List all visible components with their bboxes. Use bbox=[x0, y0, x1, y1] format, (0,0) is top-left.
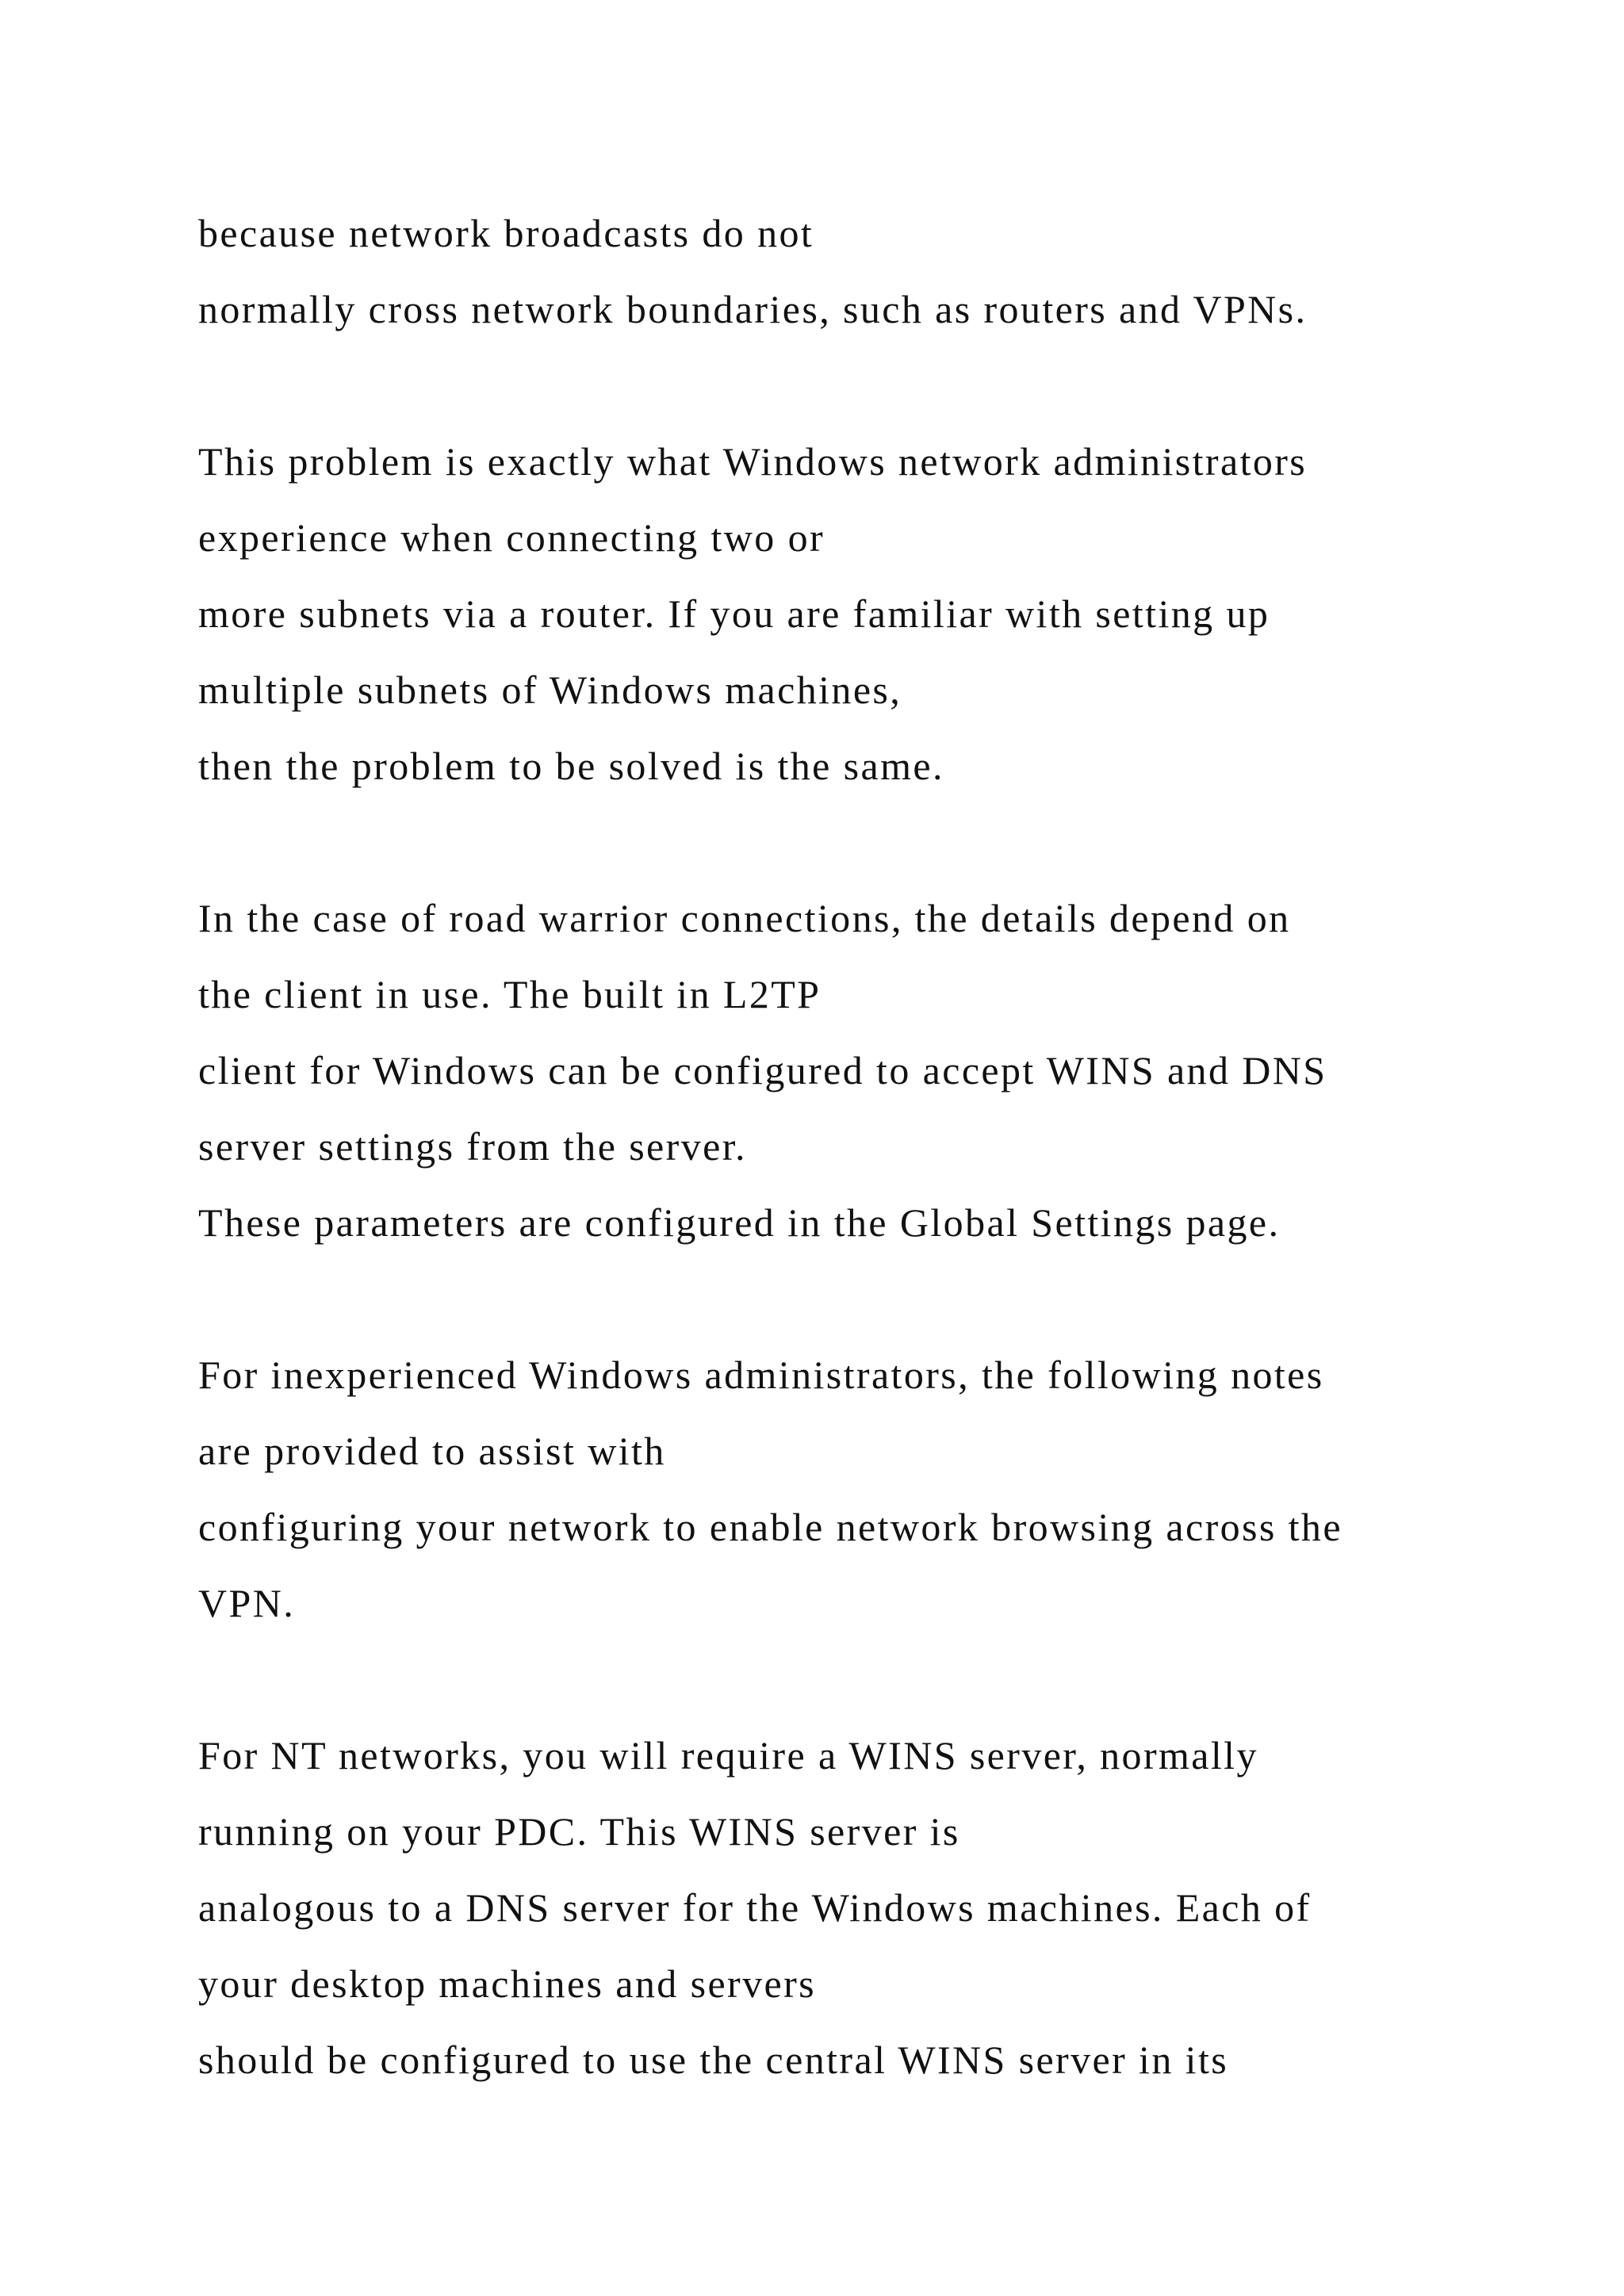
text-line: normally cross network boundaries, such as routers and VPNs. bbox=[198, 287, 1308, 331]
text-line: are provided to assist with bbox=[198, 1429, 666, 1473]
text-line: In the case of road warrior connections, the details depend on bbox=[198, 896, 1291, 940]
blank-line bbox=[198, 804, 1546, 880]
text-line: client for Windows can be configured to accept WINS and DNS bbox=[198, 1048, 1327, 1093]
text-line: then the problem to be solved is the same. bbox=[198, 744, 944, 788]
text-line: because network broadcasts do not bbox=[198, 211, 814, 255]
text-line: your desktop machines and servers bbox=[198, 1961, 817, 2006]
text-line: VPN. bbox=[198, 1581, 296, 1625]
blank-line bbox=[198, 1641, 1546, 1717]
text-line: more subnets via a router. If you are familiar with setting up bbox=[198, 591, 1270, 636]
body-text bbox=[198, 195, 1546, 2098]
text-line: running on your PDC. This WINS server is bbox=[198, 1809, 960, 1854]
text-line: the client in use. The built in L2TP bbox=[198, 972, 822, 1016]
text-line: analogous to a DNS server for the Windows machines. Each of bbox=[198, 1885, 1312, 1930]
blank-line bbox=[198, 347, 1546, 423]
blank-line bbox=[198, 1261, 1546, 1337]
text-line: configuring your network to enable network browsing across the bbox=[198, 1505, 1342, 1549]
text-line: This problem is exactly what Windows network administrators bbox=[198, 439, 1308, 484]
text-line: multiple subnets of Windows machines, bbox=[198, 668, 902, 712]
text-line: experience when connecting two or bbox=[198, 515, 825, 560]
text-line: should be configured to use the central WINS server in its bbox=[198, 2038, 1229, 2082]
text-line: For inexperienced Windows administrators, the following notes bbox=[198, 1353, 1324, 1397]
text-line: For NT networks, you will require a WINS server, normally bbox=[198, 1733, 1258, 1777]
text-line: These parameters are configured in the Global Settings page. bbox=[198, 1200, 1281, 1245]
text-line: server settings from the server. bbox=[198, 1124, 747, 1169]
